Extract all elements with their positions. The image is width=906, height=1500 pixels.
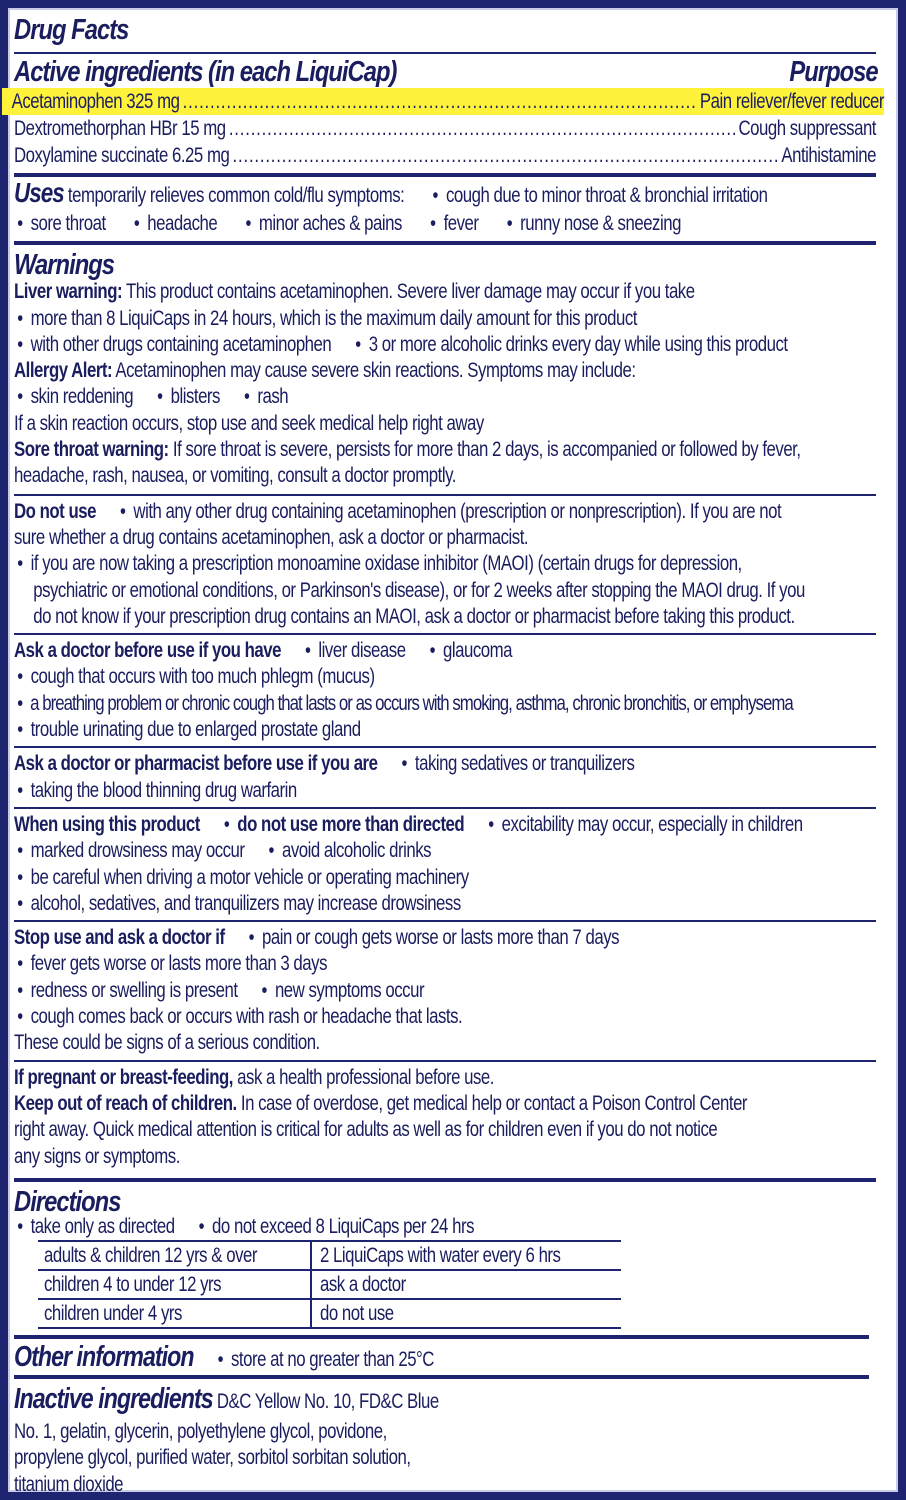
other-info-heading: Other information [14, 1341, 194, 1374]
stop-use-line-1 [14, 925, 876, 951]
bullet-icon: • [17, 978, 23, 1002]
bullet-icon: • [245, 212, 251, 235]
ingredient-name: Dextromethorphan HBr 15 mg [14, 117, 226, 140]
stop-use-item: redness or swelling is present [30, 978, 238, 1002]
when-using-line [14, 865, 876, 891]
ask-doctor-label: Ask a doctor before use if you have [14, 639, 282, 663]
warnings-section [14, 245, 876, 489]
bullet-icon: • [305, 639, 311, 663]
bullet-icon: • [506, 212, 513, 235]
bullet-icon: • [401, 752, 407, 776]
when-using-line [14, 838, 876, 864]
bullet-icon: • [17, 665, 23, 689]
use-item: sore throat [30, 212, 106, 235]
bullet-icon: • [430, 212, 436, 235]
allergy-item: skin reddening [30, 385, 134, 409]
ask-doctor-item: a breathing problem or chronic cough that lasts or as occurs with smoking, asthma, chronic bronchitis, or emphysema [30, 691, 793, 715]
stop-use-after: These could be signs of a serious condition. [14, 1031, 320, 1055]
ingredient-purpose: Pain reliever/fever reducer [699, 90, 884, 113]
ask-pharmacist-label: Ask a doctor or pharmacist before use if you are [14, 752, 378, 776]
keep-out-text: In case of overdose, get medical help or contact a Poison Control Center [240, 1091, 748, 1115]
bullet-icon: • [17, 952, 23, 976]
stop-use-item: cough comes back or occurs with rash or headache that lasts. [30, 1005, 463, 1029]
do-not-use-text: psychiatric or emotional conditions, or Parkinson's disease), or for 2 weeks after stopping the MAOI drug. If you [33, 578, 805, 602]
table-row [38, 1270, 621, 1299]
ask-pharmacist-item: taking sedatives or tranquilizers [414, 752, 635, 776]
age-text: children under 4 yrs [44, 1302, 182, 1326]
age-cell [38, 1241, 311, 1270]
uses-line-2 [14, 211, 876, 237]
active-ingredients-heading: Active ingredients (in each LiquiCap) [14, 56, 397, 88]
inactive-ingredients-text: D&C Yellow No. 10, FD&C Blue [216, 1390, 439, 1414]
when-using-item: avoid alcoholic drinks [281, 839, 432, 863]
ingredient-name: Doxylamine succinate 6.25 mg [14, 144, 230, 167]
when-using-label: When using this product [14, 812, 200, 836]
allergy-item: rash [257, 385, 289, 409]
when-using-bold-item: do not use more than directed [237, 812, 465, 836]
leader-dots [233, 142, 779, 169]
bullet-icon: • [432, 184, 438, 207]
bullet-icon: • [17, 552, 23, 576]
age-text: adults & children 12 yrs & over [44, 1244, 257, 1268]
bullet-icon: • [17, 778, 23, 802]
ingredient-row-doxylamine [14, 142, 876, 169]
dose-cell [311, 1241, 621, 1270]
use-item: minor aches & pains [258, 212, 402, 235]
liver-warning-text: This product contains acetaminophen. Severe liver damage may occur if you take [125, 280, 695, 304]
leader-dots [183, 88, 697, 115]
stop-use-line [14, 978, 876, 1004]
liver-item [14, 332, 876, 358]
pregnancy-children-section [14, 1062, 876, 1178]
directions-section [14, 1182, 876, 1335]
bullet-icon: • [268, 839, 274, 863]
inactive-ingredients-text: titanium dioxide [14, 1472, 124, 1496]
pregnancy-text: ask a health professional before use. [237, 1065, 494, 1089]
allergy-alert-text: Acetaminophen may cause severe skin reactions. Symptoms may include: [115, 359, 636, 383]
ask-doctor-item: liver disease [318, 639, 406, 663]
keep-out-label: Keep out of reach of children. [14, 1091, 237, 1115]
do-not-use-line-1 [14, 499, 876, 525]
bullet-icon: • [17, 865, 23, 889]
uses-heading: Uses [14, 177, 64, 208]
ask-pharmacist-line [14, 778, 876, 804]
do-not-use-line-3 [14, 551, 876, 577]
dosage-table [38, 1240, 621, 1329]
table-row [38, 1241, 621, 1270]
bullet-icon: • [198, 1214, 205, 1238]
stop-use-line [14, 1004, 876, 1030]
keep-out-text: right away. Quick medical attention is critical for adults as well as for children even if you do not notice [14, 1118, 718, 1142]
do-not-use-text: if you are now taking a prescription monoamine oxidase inhibitor (MAOI) (certain drugs for depression, [30, 552, 742, 576]
uses-section [14, 177, 876, 241]
ask-pharmacist-item: taking the blood thinning drug warfarin [30, 778, 297, 802]
sore-throat-label: Sore throat warning: [14, 438, 169, 462]
ask-pharmacist-line-1 [14, 751, 876, 777]
when-using-line [14, 891, 876, 917]
other-info-section [14, 1339, 876, 1375]
dose-cell [311, 1270, 621, 1299]
age-cell [38, 1299, 311, 1328]
stop-use-item: pain or cough gets worse or lasts more than 7 days [262, 926, 620, 950]
active-ingredients-header [14, 54, 876, 88]
when-using-item: be careful when driving a motor vehicle or operating machinery [30, 865, 469, 889]
title-block [14, 12, 876, 52]
ingredient-purpose: Antihistamine [781, 144, 876, 167]
pregnancy-label: If pregnant or breast-feeding, [14, 1065, 233, 1089]
bullet-icon: • [17, 718, 23, 742]
direction-item: take only as directed [30, 1214, 175, 1238]
allergy-alert-label: Allergy Alert: [14, 359, 113, 383]
liver-item-text: with other drugs containing acetaminophen [30, 332, 332, 356]
ingredient-row-acetaminophen [2, 88, 884, 115]
bullet-icon: • [17, 306, 23, 330]
stop-use-item: new symptoms occur [274, 978, 425, 1002]
leader-dots [229, 115, 735, 142]
bullet-icon: • [17, 691, 23, 715]
bullet-icon: • [243, 385, 250, 409]
ask-doctor-item: cough that occurs with too much phlegm (mucus) [30, 665, 375, 689]
warnings-heading: Warnings [14, 249, 115, 282]
bullet-icon: • [17, 1214, 23, 1238]
bullet-icon: • [217, 1348, 224, 1372]
age-text: children 4 to under 12 yrs [44, 1273, 222, 1297]
bullet-icon: • [17, 891, 23, 915]
ask-doctor-line [14, 717, 876, 743]
dose-text: ask a doctor [320, 1273, 406, 1297]
liver-item-text: more than 8 LiquiCaps in 24 hours, which is the maximum daily amount for this product [30, 306, 637, 330]
dose-cell [311, 1299, 621, 1328]
liver-item [14, 306, 876, 332]
bullet-icon: • [355, 332, 361, 356]
use-item: headache [147, 212, 218, 235]
allergy-item: blisters [170, 385, 220, 409]
bullet-icon: • [248, 926, 255, 950]
bullet-icon: • [429, 639, 435, 663]
direction-item: do not exceed 8 LiquiCaps per 24 hrs [212, 1214, 475, 1238]
keep-out-text: any signs or symptoms. [14, 1144, 180, 1168]
sore-throat-line-2: headache, rash, nausea, or vomiting, consult a doctor promptly. [14, 464, 456, 488]
when-using-line-1 [14, 812, 876, 838]
inactive-ingredients-text: propylene glycol, purified water, sorbitol sorbitan solution, [14, 1446, 411, 1470]
page-title: Drug Facts [14, 14, 129, 46]
uses-intro: temporarily relieves common cold/flu symptoms: [67, 184, 405, 207]
allergy-items [14, 384, 876, 410]
inactive-ingredients-text: No. 1, gelatin, glycerin, polyethylene glycol, povidone, [14, 1420, 387, 1444]
bullet-icon: • [223, 812, 230, 836]
when-using-section [14, 809, 876, 920]
table-row [38, 1299, 621, 1328]
allergy-after: If a skin reaction occurs, stop use and seek medical help right away [14, 411, 484, 435]
when-using-item: marked drowsiness may occur [30, 839, 245, 863]
bullet-icon: • [488, 812, 494, 836]
drug-facts-content [11, 12, 884, 1498]
do-not-use-section [14, 496, 876, 633]
ask-doctor-item: trouble urinating due to enlarged prostate gland [30, 718, 361, 742]
keep-out-warning [14, 1091, 876, 1117]
bullet-icon: • [17, 212, 23, 235]
bullet-icon: • [17, 839, 23, 863]
stop-use-section [14, 922, 876, 1059]
other-info-item: store at no greater than 25°C [231, 1348, 434, 1372]
liver-warning-label: Liver warning: [14, 280, 123, 304]
bullet-icon: • [261, 978, 267, 1002]
use-item: fever [443, 212, 479, 235]
when-using-item: alcohol, sedatives, and tranquilizers may increase drowsiness [30, 891, 461, 915]
ask-doctor-section [14, 635, 876, 746]
directions-items [14, 1214, 876, 1240]
bullet-icon: • [17, 332, 23, 356]
use-item: runny nose & sneezing [520, 212, 681, 235]
ask-pharmacist-section [14, 748, 876, 807]
do-not-use-label: Do not use [14, 499, 96, 523]
directions-heading: Directions [14, 1185, 121, 1218]
stop-use-item: fever gets worse or lasts more than 3 days [30, 952, 328, 976]
inactive-line-1 [14, 1381, 876, 1419]
uses-line-1 [14, 179, 876, 211]
do-not-use-text: with any other drug containing acetaminophen (prescription or nonprescription). If you are not [133, 499, 782, 523]
ingredient-row-dextromethorphan [14, 115, 876, 142]
sore-throat-text: If sore throat is severe, persists for more than 2 days, is accompanied or followed by fever, [172, 438, 801, 462]
liver-item-text: 3 or more alcoholic drinks every day while using this product [368, 332, 788, 356]
purpose-heading: Purpose [789, 56, 878, 88]
pregnancy-warning [14, 1065, 876, 1091]
sore-throat-warning [14, 437, 876, 463]
allergy-alert [14, 358, 876, 384]
bullet-icon: • [17, 385, 23, 409]
other-info-line [14, 1339, 876, 1378]
bullet-icon: • [133, 212, 140, 235]
inactive-ingredients-heading: Inactive ingredients [14, 1383, 213, 1416]
when-using-item: excitability may occur, especially in children [501, 812, 803, 836]
ask-doctor-line [14, 691, 876, 717]
bullet-icon: • [157, 385, 163, 409]
ask-doctor-item: glaucoma [442, 639, 512, 663]
do-not-use-text: sure whether a drug contains acetaminophen, ask a doctor or pharmacist. [14, 525, 529, 549]
dose-text: 2 LiquiCaps with water every 6 hrs [320, 1244, 561, 1268]
do-not-use-text: do not know if your prescription drug contains an MAOI, ask a doctor or pharmacist before taking this product. [33, 604, 795, 628]
use-item: cough due to minor throat & bronchial irritation [445, 184, 768, 207]
dose-text: do not use [320, 1302, 394, 1326]
ask-doctor-line [14, 664, 876, 690]
bullet-icon: • [17, 1005, 23, 1029]
inactive-ingredients-section [14, 1379, 876, 1498]
stop-use-label: Stop use and ask a doctor if [14, 926, 225, 950]
age-cell [38, 1270, 311, 1299]
ingredient-purpose: Cough suppressant [738, 117, 876, 140]
stop-use-line [14, 951, 876, 977]
bullet-icon: • [120, 499, 126, 523]
ask-doctor-line-1 [14, 638, 876, 664]
liver-warning [14, 279, 876, 305]
ingredient-name: Acetaminophen 325 mg [11, 90, 180, 113]
